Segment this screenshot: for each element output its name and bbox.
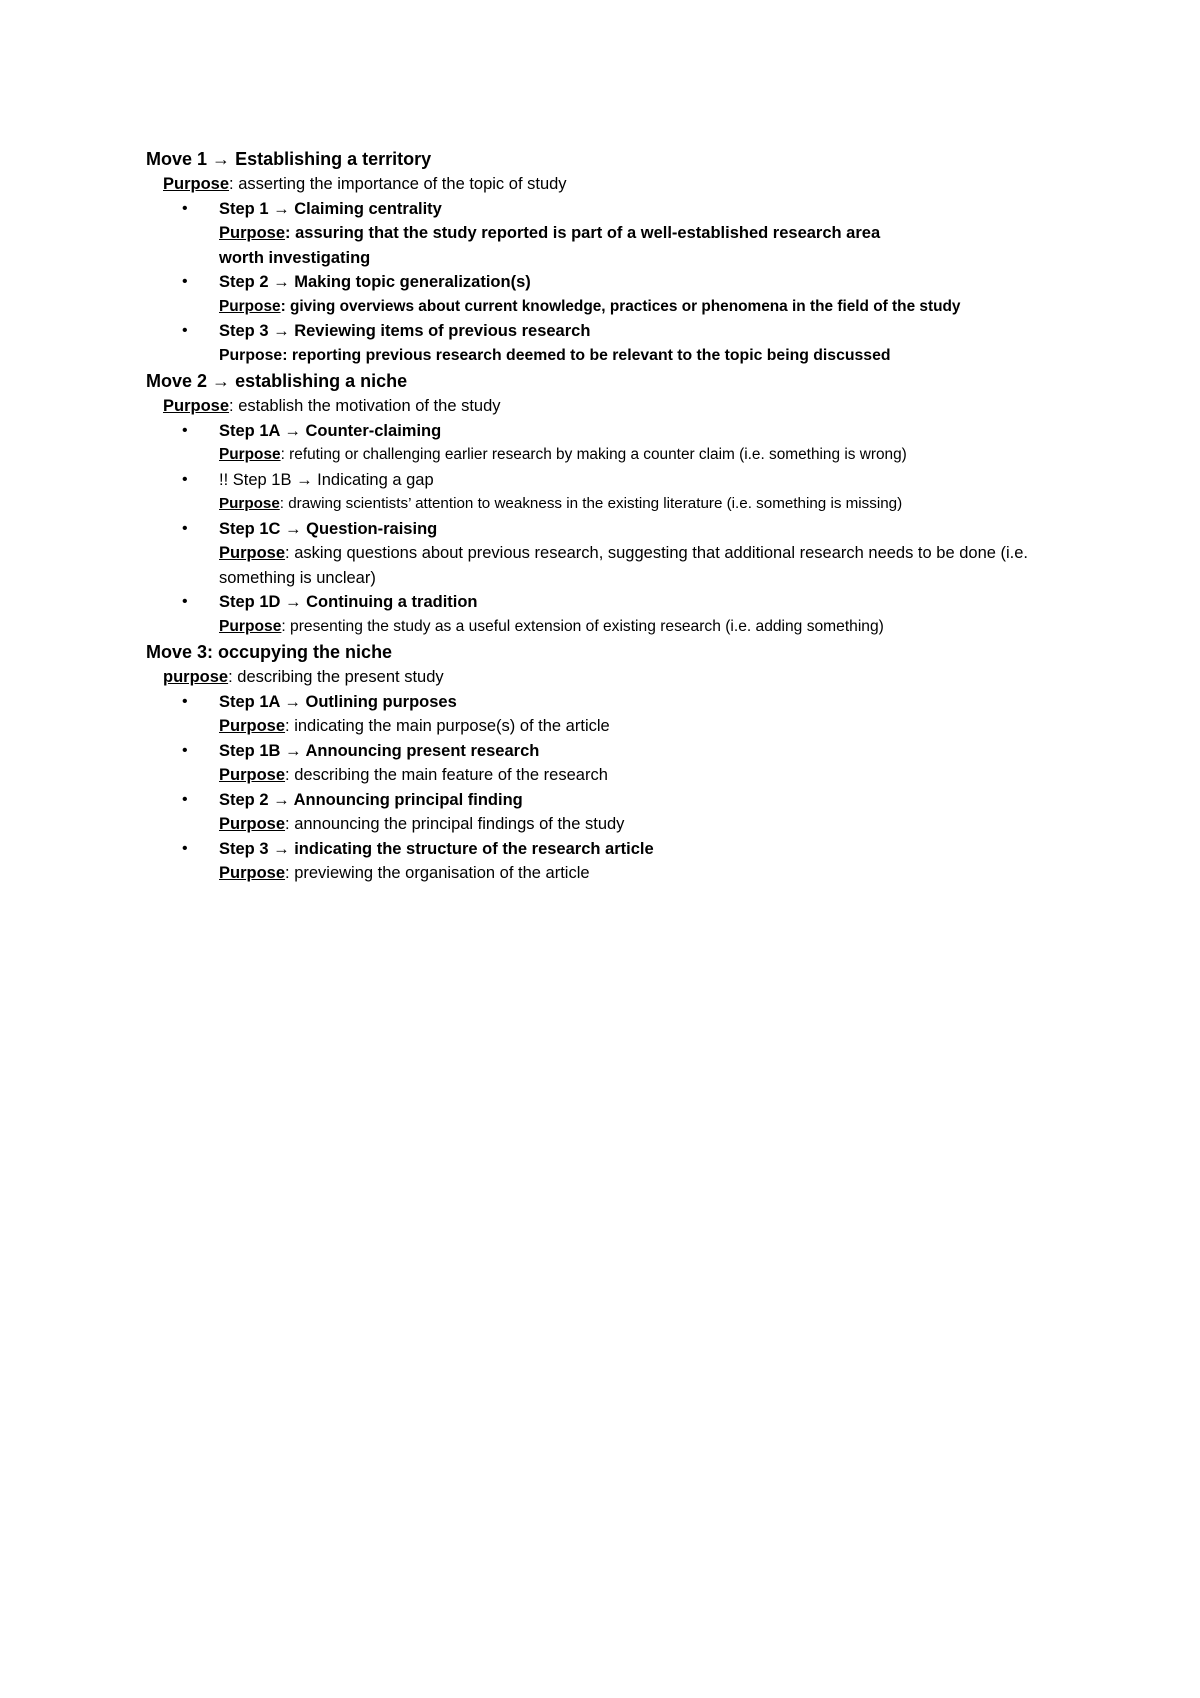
list-item <box>146 788 1146 837</box>
step-label: Step 1B <box>219 741 281 760</box>
bullet-icon: • <box>182 519 188 537</box>
move-2-purpose <box>146 394 1146 419</box>
bullet-icon: • <box>182 839 188 857</box>
move-3-purpose <box>146 665 1146 690</box>
bullet-icon: • <box>182 741 188 759</box>
step-purpose <box>219 492 1119 517</box>
purpose-label: Purpose <box>219 544 286 562</box>
purpose-text: : indicating the main purpose(s) of the article <box>285 717 610 735</box>
step-purpose <box>219 344 1119 369</box>
purpose-label: Purpose <box>219 297 281 315</box>
purpose-text: : asserting the importance of the topic of study <box>229 175 567 193</box>
purpose-label: Purpose <box>219 617 282 635</box>
step-label: Step 1C <box>219 519 281 538</box>
arrow-icon: → <box>212 149 231 169</box>
step-title <box>219 468 1146 493</box>
purpose-text: : refuting or challenging earlier research by making a counter claim (i.e. something is wrong) <box>280 446 907 463</box>
step-label: Step 3 <box>219 839 269 858</box>
purpose-label: Purpose <box>163 397 230 415</box>
purpose-label: Purpose <box>219 864 286 882</box>
step-name: Announcing principal finding <box>293 790 523 809</box>
move-1-heading <box>146 146 1146 172</box>
step-title <box>219 517 1146 542</box>
bullet-icon: • <box>182 593 188 610</box>
step-name: Continuing a tradition <box>306 593 478 611</box>
step-title <box>219 270 1146 295</box>
step-purpose <box>219 763 1119 788</box>
purpose-label: Purpose <box>219 815 286 833</box>
purpose-text: : establish the motivation of the study <box>229 397 501 415</box>
arrow-icon: → <box>273 322 290 340</box>
purpose-text: : describing the main feature of the research <box>285 766 608 784</box>
step-title <box>219 419 1146 444</box>
list-item <box>146 319 1146 368</box>
purpose-label: purpose <box>163 668 229 686</box>
step-label: Step 3 <box>219 322 269 340</box>
step-name: Reviewing items of previous research <box>294 322 591 340</box>
list-item <box>146 837 1146 886</box>
bullet-icon: • <box>182 199 188 217</box>
move-label: Move 1 <box>146 149 208 169</box>
purpose-text: : assuring that the study reported is part of a well-established research area worth investigating <box>219 224 881 267</box>
purpose-text: : drawing scientists’ attention to weakness in the existing literature (i.e. something is missing) <box>279 495 903 512</box>
purpose-label: Purpose <box>219 346 283 364</box>
move-1-purpose <box>146 172 1146 197</box>
step-title <box>219 690 1146 715</box>
arrow-icon: → <box>285 519 302 538</box>
list-item <box>146 690 1146 739</box>
step-title <box>219 319 1146 344</box>
list-item <box>146 419 1146 468</box>
arrow-icon: → <box>296 470 313 489</box>
step-name: Counter-claiming <box>305 421 442 440</box>
list-item <box>146 739 1146 788</box>
step-label: Step 1 <box>219 199 269 218</box>
bullet-icon: • <box>182 273 188 290</box>
move-title: occupying the niche <box>218 642 393 662</box>
move-2-heading <box>146 368 1146 394</box>
step-title <box>219 837 1146 862</box>
step-name: Outlining purposes <box>305 692 457 711</box>
arrow-icon: → <box>212 371 231 391</box>
list-item <box>146 468 1146 517</box>
purpose-label: Purpose <box>219 495 280 512</box>
move-3-heading <box>146 639 1146 665</box>
arrow-icon: → <box>285 593 302 611</box>
step-purpose <box>219 443 1119 468</box>
step-purpose <box>219 861 1119 886</box>
purpose-text: : asking questions about previous research, suggesting that additional research needs to be done (i.e. something is unclear) <box>219 544 1029 587</box>
step-label: Step 1A <box>219 692 280 711</box>
bullet-icon: • <box>182 470 188 488</box>
bullet-icon: • <box>182 790 188 808</box>
step-label: Step 2 <box>219 273 269 291</box>
purpose-label: Purpose <box>219 224 286 242</box>
step-label: Step 2 <box>219 790 269 809</box>
step-title <box>219 739 1146 764</box>
move-label: Move 2 <box>146 371 208 391</box>
bullet-icon: • <box>182 322 188 339</box>
step-purpose <box>219 812 1119 837</box>
purpose-text: : reporting previous research deemed to be relevant to the topic being discussed <box>282 346 891 364</box>
arrow-icon: → <box>273 839 290 858</box>
list-item <box>146 517 1146 591</box>
step-name: Making topic generalization(s) <box>294 273 531 291</box>
step-label: Step 1D <box>219 593 281 611</box>
purpose-text: : presenting the study as a useful extension of existing research (i.e. adding something) <box>281 617 884 635</box>
step-name: Indicating a gap <box>317 470 434 489</box>
step-title <box>219 788 1146 813</box>
arrow-icon: → <box>284 421 301 440</box>
step-label: Step 1A <box>219 421 280 440</box>
list-item <box>146 590 1146 639</box>
step-purpose <box>219 615 1119 640</box>
arrow-icon: → <box>273 790 290 809</box>
arrow-icon: → <box>285 741 302 760</box>
step-name: Question-raising <box>306 519 438 538</box>
list-item <box>146 197 1146 271</box>
purpose-text: : previewing the organisation of the article <box>285 864 590 882</box>
purpose-label: Purpose <box>219 717 286 735</box>
purpose-label: Purpose <box>219 446 281 463</box>
move-title: Establishing a territory <box>235 149 432 169</box>
step-purpose <box>219 714 1119 739</box>
move-label: Move 3: <box>146 642 214 662</box>
step-title <box>219 590 1146 615</box>
purpose-text: : describing the present study <box>228 668 444 686</box>
step-purpose <box>219 541 1039 590</box>
arrow-icon: → <box>284 692 301 711</box>
arrow-icon: → <box>273 199 290 218</box>
move-title: establishing a niche <box>235 371 408 391</box>
document-content <box>146 146 1146 886</box>
purpose-label: Purpose <box>219 766 286 784</box>
list-item <box>146 270 1146 319</box>
purpose-label: Purpose <box>163 175 230 193</box>
bullet-icon: • <box>182 421 188 439</box>
step-purpose <box>219 221 909 270</box>
arrow-icon: → <box>273 273 290 291</box>
step-label: !! Step 1B <box>219 470 292 489</box>
bullet-icon: • <box>182 692 188 710</box>
step-name: Claiming centrality <box>294 199 442 218</box>
purpose-text: : giving overviews about current knowledge, practices or phenomena in the field of the study <box>280 297 961 315</box>
step-name: Announcing present research <box>305 741 540 760</box>
step-purpose <box>219 295 1119 320</box>
purpose-text: : announcing the principal findings of the study <box>285 815 625 833</box>
step-title <box>219 197 1146 222</box>
step-name: indicating the structure of the research article <box>294 839 654 858</box>
